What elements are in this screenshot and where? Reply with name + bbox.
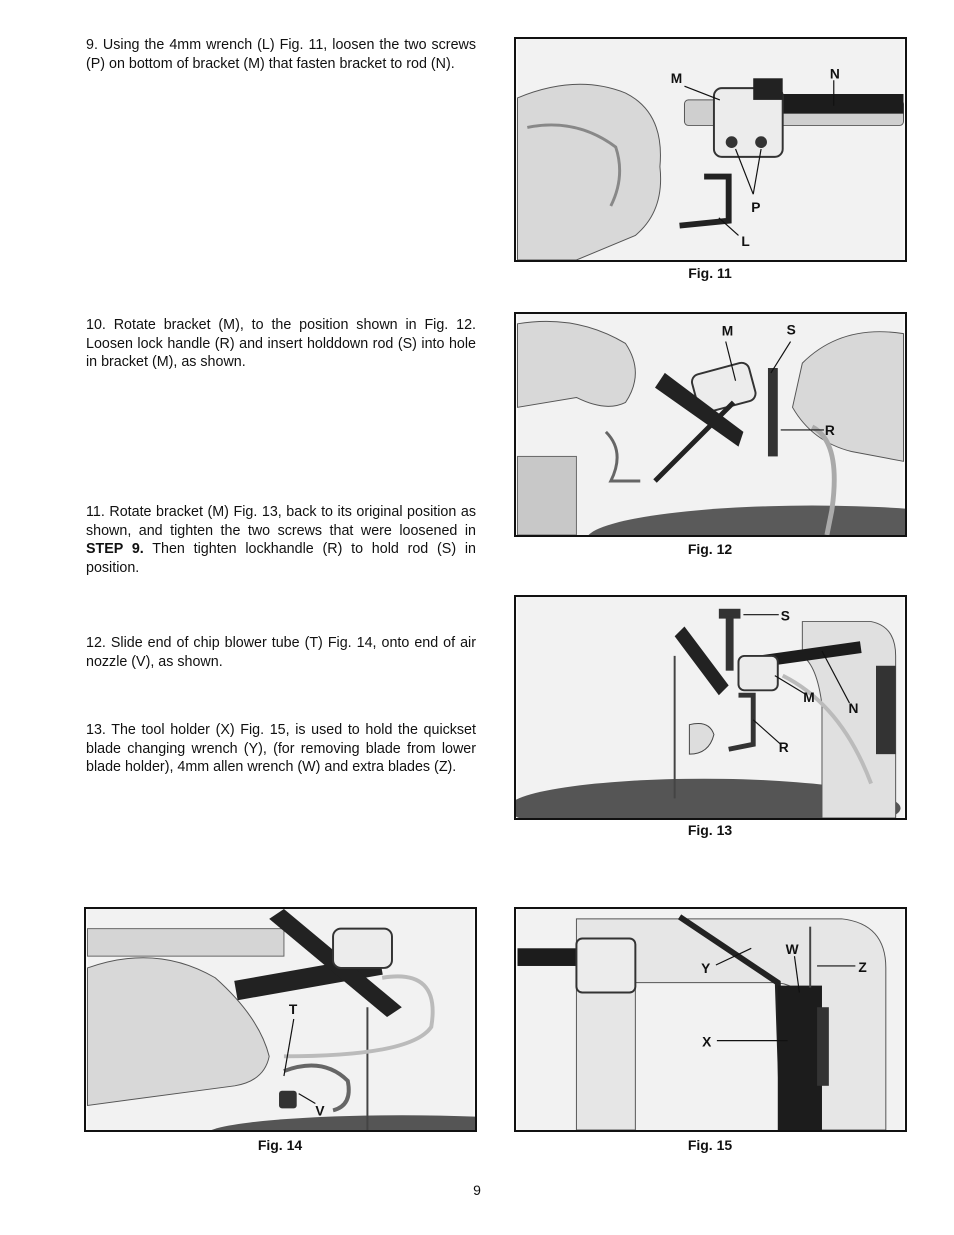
fig15-label-y: Y [701,960,711,976]
fig13-label-r: R [778,740,789,756]
step-13-text: 13. The tool holder (X) Fig. 15, is used to hold the quickset blade changing wrench (Y), (for removing blade from lower blade holder), 4mm allen wrench (W) and extra blades (Z). [86,722,476,776]
fig11-label-p: P [751,199,761,215]
fig14-label-v: V [315,1103,325,1119]
figure-13-photo [514,595,907,820]
figure-11-illustration [516,39,905,260]
figure-11-caption: Fig. 11 [688,265,732,281]
fig12-label-s: S [786,322,796,338]
fig15-label-x: X [702,1034,712,1050]
figure-14-caption: Fig. 14 [257,1137,303,1153]
figure-15-photo [514,907,907,1132]
figure-15-caption: Fig. 15 [687,1137,733,1153]
figure-14-photo [84,907,477,1132]
figure-12-photo [514,312,907,537]
step-9-text: 9. Using the 4mm wrench (L) Fig. 11, loosen the two screws (P) on bottom of bracket (M) that fasten bracket to rod (N). [86,37,476,72]
fig11-label-n: N [829,66,840,82]
fig12-label-m: M [721,323,734,339]
step-11-text [86,503,476,577]
figure-12-caption: Fig. 12 [687,541,733,557]
fig11-label-l: L [741,234,750,250]
fig15-label-w: W [785,942,799,958]
step-11-text-b: Then tighten lockhandle (R) to hold rod (S) in position. [86,541,476,576]
step-12-text: 12. Slide end of chip blower tube (T) Fig. 14, onto end of air nozzle (V), as shown. [86,635,476,670]
step-11-text-a: 11. Rotate bracket (M) Fig. 13, back to its original position as shown, and tighten the two screws that were loosened in [86,504,476,539]
step-10-text: 10. Rotate bracket (M), to the position shown in Fig. 12. Loosen lock handle (R) and insert holddown rod (S) into hole in bracket (M), as shown. [86,317,476,371]
figure-13-illustration [516,597,905,818]
fig15-label-z: Z [858,959,867,975]
figure-15-illustration [516,909,905,1130]
fig14-label-t: T [288,1002,298,1018]
figure-12-illustration [516,314,905,535]
step-11-bold: STEP 9. [86,541,144,558]
figure-11-photo [514,37,907,262]
figure-14-illustration [86,909,475,1130]
fig12-label-r: R [824,422,835,438]
page-number: 9 [473,1182,481,1198]
figure-13-caption: Fig. 13 [687,822,733,838]
fig13-label-m: M [803,690,815,706]
fig11-label-m: M [670,71,683,87]
fig13-label-n: N [848,700,859,716]
fig13-label-s: S [780,608,790,624]
